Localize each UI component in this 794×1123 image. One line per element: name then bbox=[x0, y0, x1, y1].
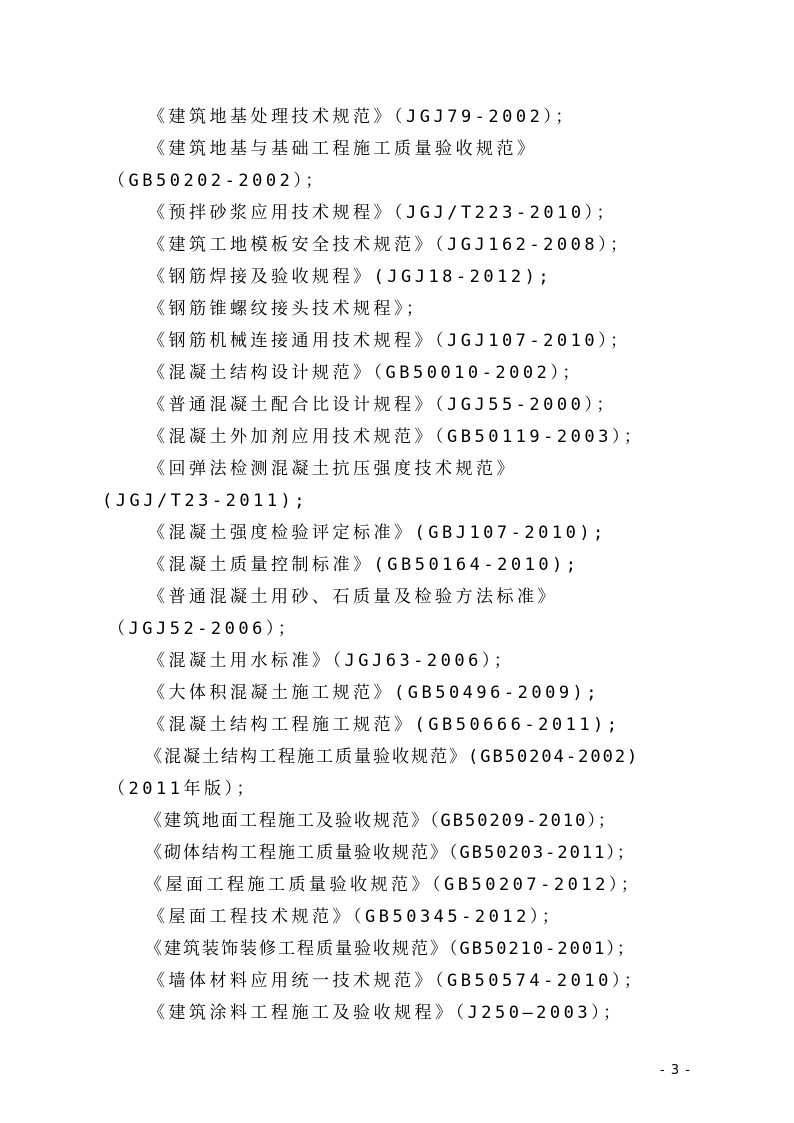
text-line: 《混凝土外加剂应用技术规范》（GB50119-2003）； bbox=[148, 427, 645, 447]
text-line: 《混凝土结构工程施工质量验收规范》(GB50204-2002) bbox=[145, 747, 640, 767]
text-line: 《建筑地面工程施工及验收规范》（GB50209-2010）； bbox=[145, 811, 617, 831]
text-line: （JGJ52-2006）； bbox=[108, 619, 299, 639]
text-line: 《墙体材料应用统一技术规范》（GB50574-2010）； bbox=[148, 971, 645, 991]
text-line: 《普通混凝土用砂、石质量及检验方法标准》 bbox=[148, 587, 558, 607]
text-line: 《建筑地基处理技术规范》（JGJ79-2002）； bbox=[148, 107, 576, 127]
text-line: (JGJ/T23-2011); bbox=[102, 491, 309, 511]
text-line: 《钢筋锥螺纹接头技术规程》； bbox=[148, 299, 427, 319]
text-line: 《混凝土结构工程施工规范》(GB50666-2011); bbox=[148, 715, 621, 735]
text-line: 《混凝土质量控制标准》(GB50164-2010); bbox=[148, 555, 580, 575]
text-line: 《建筑装饰装修工程质量验收规范》（GB50210-2001）； bbox=[145, 939, 636, 959]
text-line: 《普通混凝土配合比设计规程》（JGJ55-2000）； bbox=[148, 395, 617, 415]
text-line: 《建筑涂料工程施工及验收规程》（J250—2003）； bbox=[148, 1003, 624, 1023]
text-line: 《钢筋焊接及验收规程》(JGJ18-2012); bbox=[148, 267, 553, 287]
text-line: 《建筑工地模板安全技术规范》（JGJ162-2008）； bbox=[148, 235, 631, 255]
text-line: 《混凝土强度检验评定标准》(GBJ107-2010); bbox=[148, 523, 607, 543]
text-line: 《混凝土结构设计规范》（GB50010-2002）； bbox=[148, 363, 583, 383]
text-line: （GB50202-2002）； bbox=[108, 171, 326, 191]
text-line: 《砌体结构工程施工质量验收规范》（GB50203-2011）； bbox=[145, 843, 636, 863]
text-line: 《钢筋机械连接通用技术规程》（JGJ107-2010）； bbox=[148, 331, 631, 351]
text-line: 《屋面工程技术规范》（GB50345-2012）； bbox=[148, 907, 563, 927]
page-number: - 3 - bbox=[660, 1063, 691, 1078]
text-line: （2011年版）； bbox=[108, 779, 257, 799]
text-line: 《屋面工程施工质量验收规范》（GB50207-2012）； bbox=[145, 875, 642, 895]
text-line: 《回弹法检测混凝土抗压强度技术规范》 bbox=[148, 459, 517, 479]
text-line: 《混凝土用水标准》（JGJ63-2006）； bbox=[148, 651, 515, 671]
text-line: 《预拌砂浆应用技术规程》（JGJ/T223-2010）； bbox=[148, 203, 618, 223]
text-line: 《建筑地基与基础工程施工质量验收规范》 bbox=[148, 139, 538, 159]
text-line: 《大体积混凝土施工规范》(GB50496-2009); bbox=[148, 683, 601, 703]
